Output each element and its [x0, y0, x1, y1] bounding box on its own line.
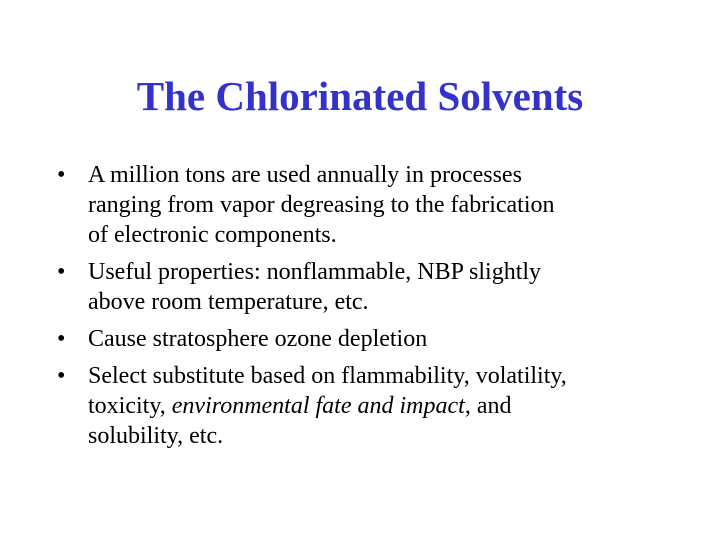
bullet-line: [88, 391, 697, 421]
bullet-item: [57, 257, 697, 317]
bullet-icon: •: [57, 326, 66, 352]
bullet-line: above room temperature, etc.: [88, 289, 369, 315]
bullet-icon: •: [57, 259, 66, 285]
bullet-line: Select substitute based on flammability, volatility,: [88, 363, 567, 389]
bullet-line: of electronic components.: [88, 222, 337, 248]
bullet-icon: •: [57, 162, 66, 188]
bullet-item: [57, 324, 697, 354]
bullet-line: Useful properties: nonflammable, NBP slightly: [88, 259, 542, 285]
text-segment: , and: [464, 393, 512, 419]
bullet-item: [57, 361, 697, 451]
bullet-icon: •: [57, 363, 66, 389]
text-segment: toxicity,: [88, 393, 172, 419]
bullet-line: ranging from vapor degreasing to the fabrication: [88, 192, 555, 218]
bullet-item: [57, 160, 697, 250]
bullet-line: A million tons are used annually in processes: [88, 162, 522, 188]
bullet-line: solubility, etc.: [88, 423, 224, 449]
slide-title: The Chlorinated Solvents: [136, 73, 584, 119]
bullet-line: Cause stratosphere ozone depletion: [88, 326, 428, 352]
bullet-list: [57, 160, 697, 458]
italic-emphasis: environmental fate and impact: [171, 393, 465, 419]
